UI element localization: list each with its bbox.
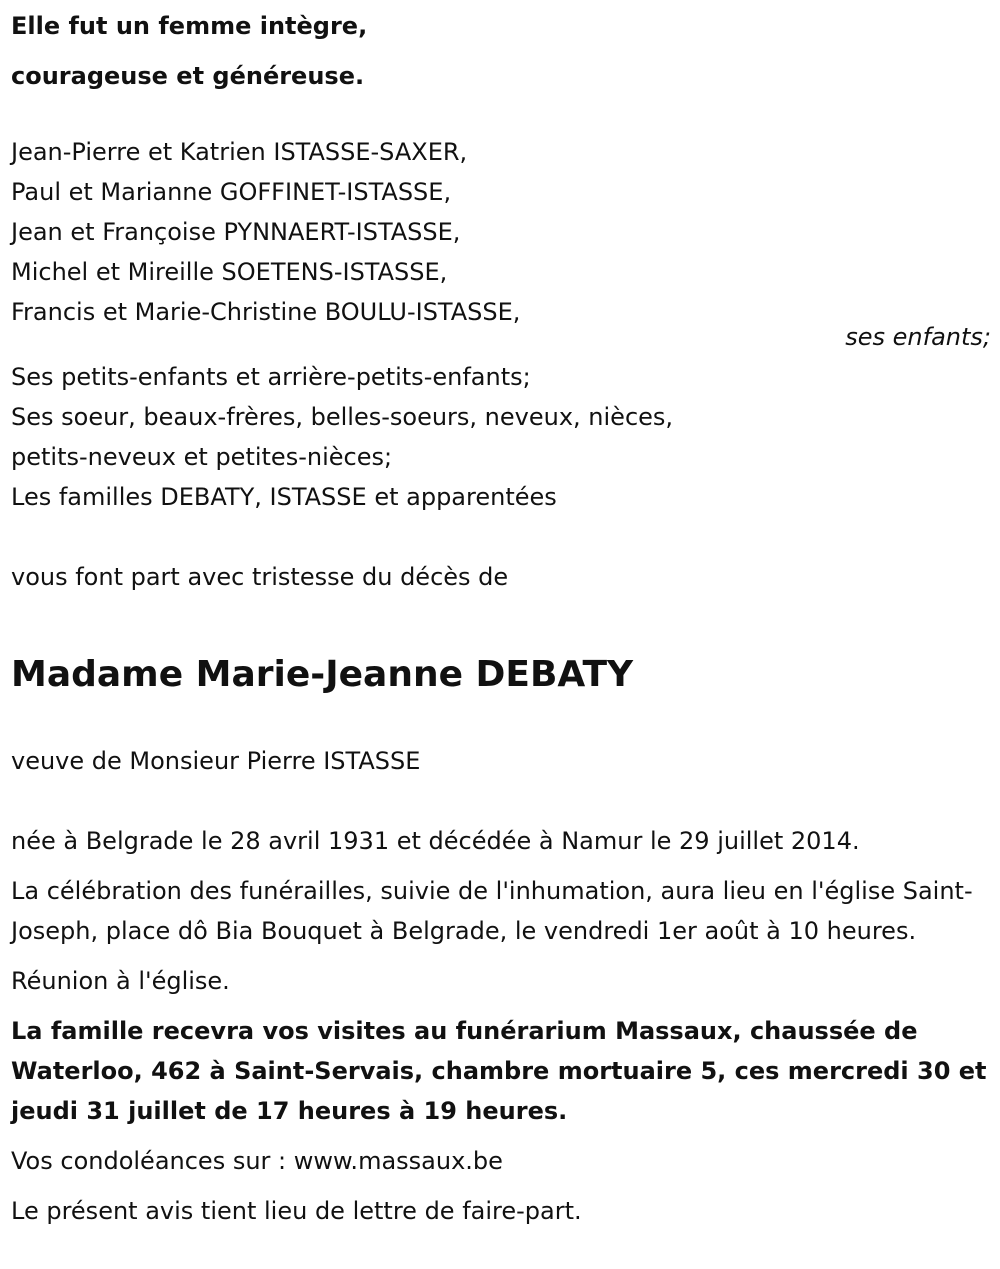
- epigraph: [11, 2, 991, 100]
- child-couple: Jean-Pierre et Katrien ISTASSE-SAXER,: [11, 138, 468, 166]
- family-line: Ses petits-enfants et arrière-petits-enfants;: [11, 363, 531, 391]
- notice-note: Le présent avis tient lieu de lettre de faire-part.: [11, 1197, 582, 1225]
- family-list: [11, 357, 991, 517]
- child-couple: Francis et Marie-Christine BOULU-ISTASSE,: [11, 298, 521, 326]
- family-line: Ses soeur, beaux-frères, belles-soeurs, neveux, nièces,: [11, 403, 674, 431]
- obituary-notice: [11, 0, 991, 1231]
- condolences: Vos condoléances sur : www.massaux.be: [11, 1147, 503, 1175]
- epigraph-line: courageuse et généreuse.: [11, 62, 365, 90]
- children-role: ses enfants;: [845, 323, 991, 351]
- child-couple: Paul et Marianne GOFFINET-ISTASSE,: [11, 178, 452, 206]
- announcement: vous font part avec tristesse du décès de: [11, 563, 509, 591]
- family-line: petits-neveux et petites-nièces;: [11, 443, 393, 471]
- family-line: Les familles DEBATY, ISTASSE et apparentées: [11, 483, 557, 511]
- meeting-note: Réunion à l'église.: [11, 967, 230, 995]
- widow-of: veuve de Monsieur Pierre ISTASSE: [11, 747, 421, 775]
- ceremony-details: La célébration des funérailles, suivie de l'inhumation, aura lieu en l'église Saint-Joseph, place dô Bia Bouquet à Belgrade, le vendredi 1er août à 10 heures.: [11, 877, 973, 945]
- epigraph-line: Elle fut un femme intègre,: [11, 12, 368, 40]
- deceased-name: Madame Marie-Jeanne DEBATY: [11, 654, 634, 695]
- birth-death: née à Belgrade le 28 avril 1931 et décédée à Namur le 29 juillet 2014.: [11, 827, 860, 855]
- visits-details: La famille recevra vos visites au funérarium Massaux, chaussée de Waterloo, 462 à Saint-Servais, chambre mortuaire 5, ces mercredi 30 et jeudi 31 juillet de 17 heures à 19 heures.: [11, 1017, 987, 1125]
- child-couple: Michel et Mireille SOETENS-ISTASSE,: [11, 258, 448, 286]
- children-list: [11, 132, 991, 357]
- child-couple: Jean et Françoise PYNNAERT-ISTASSE,: [11, 218, 461, 246]
